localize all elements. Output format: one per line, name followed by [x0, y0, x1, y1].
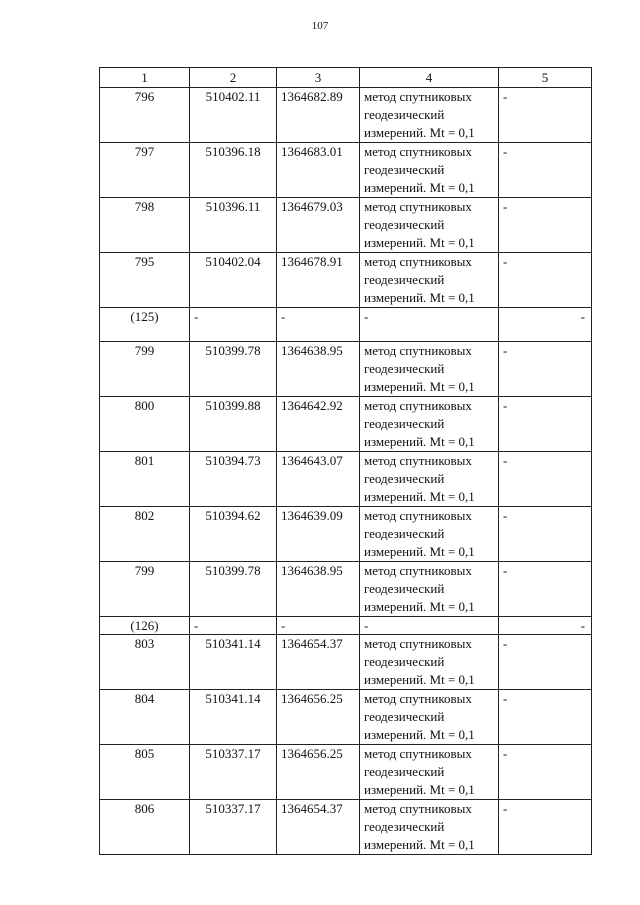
point-number-cell: 804: [100, 690, 190, 745]
header-col-4: 4: [360, 68, 499, 88]
y-coordinate-cell: 1364642.92: [277, 397, 360, 452]
table-row: [100, 635, 592, 690]
method-cell: [360, 253, 499, 308]
table-row: [100, 745, 592, 800]
x-coordinate-cell: 510399.78: [190, 342, 277, 397]
method-text-line: измерений. Mt = 0,1: [364, 544, 475, 559]
method-cell: [360, 397, 499, 452]
x-coordinate-cell: 510337.17: [190, 745, 277, 800]
note-cell: -: [499, 562, 592, 617]
point-number-cell: 798: [100, 198, 190, 253]
point-number-cell: 796: [100, 88, 190, 143]
method-text-line: метод спутниковых: [364, 453, 472, 468]
method-text-line: метод спутниковых: [364, 254, 472, 269]
y-coordinate-cell: 1364682.89: [277, 88, 360, 143]
table-row: [100, 397, 592, 452]
table-separator-row: [100, 617, 592, 635]
y-coordinate-cell: 1364656.25: [277, 690, 360, 745]
method-text-line: измерений. Mt = 0,1: [364, 235, 475, 250]
point-number-cell: 801: [100, 452, 190, 507]
x-coordinate-cell: 510394.62: [190, 507, 277, 562]
note-cell: -: [499, 397, 592, 452]
method-text-line: измерений. Mt = 0,1: [364, 489, 475, 504]
method-text-line: геодезический: [364, 581, 445, 596]
method-text-line: геодезический: [364, 709, 445, 724]
page-number: 107: [311, 20, 329, 32]
method-cell: [360, 143, 499, 198]
table-row: [100, 342, 592, 397]
method-cell: [360, 507, 499, 562]
method-text-line: геодезический: [364, 526, 445, 541]
note-cell: -: [499, 88, 592, 143]
y-coordinate-cell: 1364654.37: [277, 800, 360, 855]
header-col-5: 5: [499, 68, 592, 88]
method-text-line: метод спутниковых: [364, 144, 472, 159]
method-text-line: геодезический: [364, 361, 445, 376]
y-coordinate-cell: 1364654.37: [277, 635, 360, 690]
method-text-line: измерений. Mt = 0,1: [364, 599, 475, 614]
method-cell: [360, 635, 499, 690]
table-row: [100, 143, 592, 198]
x-coordinate-cell: 510399.78: [190, 562, 277, 617]
method-text-line: геодезический: [364, 107, 445, 122]
method-text-line: метод спутниковых: [364, 508, 472, 523]
method-text-line: измерений. Mt = 0,1: [364, 837, 475, 852]
method-text-line: измерений. Mt = 0,1: [364, 290, 475, 305]
y-coordinate-cell: 1364678.91: [277, 253, 360, 308]
point-number-cell: 799: [100, 562, 190, 617]
method-cell: [360, 800, 499, 855]
method-text-line: геодезический: [364, 654, 445, 669]
header-col-3: 3: [277, 68, 360, 88]
point-number-cell: 797: [100, 143, 190, 198]
method-text-line: метод спутниковых: [364, 801, 472, 816]
note-cell: -: [499, 342, 592, 397]
note-cell: -: [499, 308, 592, 342]
point-number-cell: 795: [100, 253, 190, 308]
note-cell: -: [499, 143, 592, 198]
table-row: [100, 690, 592, 745]
method-text-line: измерений. Mt = 0,1: [364, 379, 475, 394]
method-cell: [360, 452, 499, 507]
note-cell: -: [499, 198, 592, 253]
method-cell: -: [360, 617, 499, 635]
header-col-2: 2: [190, 68, 277, 88]
method-text-line: метод спутниковых: [364, 691, 472, 706]
y-coordinate-cell: 1364639.09: [277, 507, 360, 562]
method-text-line: измерений. Mt = 0,1: [364, 125, 475, 140]
table-row: [100, 253, 592, 308]
point-number-cell: 805: [100, 745, 190, 800]
x-coordinate-cell: 510402.04: [190, 253, 277, 308]
table-body: [100, 88, 592, 855]
method-text-line: геодезический: [364, 272, 445, 287]
table-row: [100, 800, 592, 855]
y-coordinate-cell: 1364656.25: [277, 745, 360, 800]
note-cell: -: [499, 745, 592, 800]
x-coordinate-cell: -: [190, 617, 277, 635]
method-cell: [360, 342, 499, 397]
method-text-line: метод спутниковых: [364, 89, 472, 104]
y-coordinate-cell: 1364638.95: [277, 562, 360, 617]
point-number-cell: 806: [100, 800, 190, 855]
note-cell: -: [499, 617, 592, 635]
method-text-line: геодезический: [364, 764, 445, 779]
method-text-line: геодезический: [364, 416, 445, 431]
method-text-line: измерений. Mt = 0,1: [364, 782, 475, 797]
note-cell: -: [499, 452, 592, 507]
point-number-cell: 800: [100, 397, 190, 452]
method-text-line: измерений. Mt = 0,1: [364, 180, 475, 195]
method-text-line: метод спутниковых: [364, 199, 472, 214]
x-coordinate-cell: 510341.14: [190, 635, 277, 690]
method-text-line: измерений. Mt = 0,1: [364, 672, 475, 687]
table-row: [100, 88, 592, 143]
x-coordinate-cell: 510337.17: [190, 800, 277, 855]
table-header-row: [100, 68, 592, 88]
y-coordinate-cell: 1364643.07: [277, 452, 360, 507]
table-row: [100, 562, 592, 617]
y-coordinate-cell: 1364683.01: [277, 143, 360, 198]
note-cell: -: [499, 690, 592, 745]
method-text-line: метод спутниковых: [364, 398, 472, 413]
note-cell: -: [499, 253, 592, 308]
y-coordinate-cell: 1364638.95: [277, 342, 360, 397]
note-cell: -: [499, 800, 592, 855]
x-coordinate-cell: 510396.18: [190, 143, 277, 198]
point-number-cell: (126): [100, 617, 190, 635]
x-coordinate-cell: 510396.11: [190, 198, 277, 253]
method-cell: -: [360, 308, 499, 342]
method-text-line: метод спутниковых: [364, 636, 472, 651]
method-text-line: геодезический: [364, 819, 445, 834]
method-cell: [360, 198, 499, 253]
method-cell: [360, 88, 499, 143]
point-number-cell: (125): [100, 308, 190, 342]
y-coordinate-cell: 1364679.03: [277, 198, 360, 253]
x-coordinate-cell: -: [190, 308, 277, 342]
x-coordinate-cell: 510402.11: [190, 88, 277, 143]
x-coordinate-cell: 510399.88: [190, 397, 277, 452]
y-coordinate-cell: -: [277, 617, 360, 635]
method-text-line: геодезический: [364, 217, 445, 232]
method-text-line: измерений. Mt = 0,1: [364, 727, 475, 742]
method-text-line: геодезический: [364, 162, 445, 177]
method-cell: [360, 562, 499, 617]
table-row: [100, 507, 592, 562]
method-text-line: метод спутниковых: [364, 563, 472, 578]
method-text-line: метод спутниковых: [364, 343, 472, 358]
point-number-cell: 799: [100, 342, 190, 397]
point-number-cell: 802: [100, 507, 190, 562]
method-cell: [360, 745, 499, 800]
table-row: [100, 198, 592, 253]
coordinates-table: [99, 67, 592, 855]
note-cell: -: [499, 507, 592, 562]
method-text-line: метод спутниковых: [364, 746, 472, 761]
table-separator-row: [100, 308, 592, 342]
point-number-cell: 803: [100, 635, 190, 690]
x-coordinate-cell: 510341.14: [190, 690, 277, 745]
method-text-line: геодезический: [364, 471, 445, 486]
method-cell: [360, 690, 499, 745]
method-text-line: измерений. Mt = 0,1: [364, 434, 475, 449]
table-row: [100, 452, 592, 507]
x-coordinate-cell: 510394.73: [190, 452, 277, 507]
note-cell: -: [499, 635, 592, 690]
y-coordinate-cell: -: [277, 308, 360, 342]
header-col-1: 1: [100, 68, 190, 88]
